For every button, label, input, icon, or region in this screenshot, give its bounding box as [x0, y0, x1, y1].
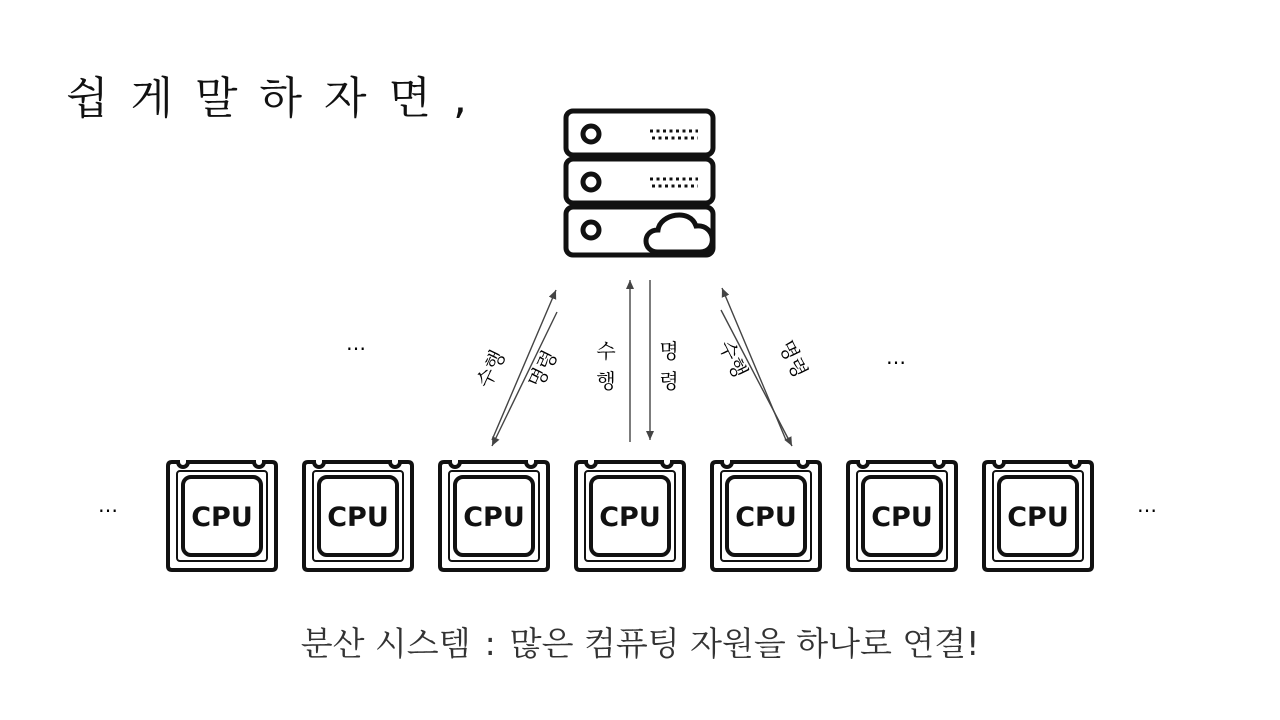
ellipsis-upper-left: …	[346, 331, 366, 355]
cpu-label: CPU	[599, 502, 661, 533]
label-left-up: 수행	[471, 346, 510, 392]
label-center-down-2: 령	[659, 369, 679, 393]
cpu-label: CPU	[1007, 502, 1069, 533]
caption-description: 많은 컴퓨팅 자원을 하나로 연결!	[509, 624, 980, 663]
ellipsis-upper-right: …	[886, 345, 906, 369]
cpu-label: CPU	[735, 502, 797, 533]
cloud-server-icon	[566, 111, 713, 255]
label-right-down: 명령	[774, 336, 813, 382]
cpu-row	[168, 462, 1092, 570]
label-right-up: 수행	[714, 336, 753, 382]
label-center-down-1: 명	[659, 339, 679, 363]
label-center-up-2: 행	[596, 369, 616, 393]
cpu-chip-icon	[576, 462, 684, 570]
cpu-label: CPU	[191, 502, 253, 533]
slide-caption	[0, 618, 1280, 665]
label-center-up-1: 수	[596, 339, 616, 363]
cpu-label: CPU	[871, 502, 933, 533]
cpu-chip-icon	[848, 462, 956, 570]
cpu-label: CPU	[327, 502, 389, 533]
cpu-chip-icon	[440, 462, 548, 570]
ellipsis-right: …	[1137, 493, 1157, 517]
cpu-chip-icon	[304, 462, 412, 570]
label-left-down: 명령	[523, 346, 562, 392]
caption-separator: :	[484, 624, 496, 663]
caption-term: 분산 시스템	[300, 624, 471, 663]
cpu-label: CPU	[463, 502, 525, 533]
slide-title: 쉽게말하자면,	[66, 73, 490, 124]
cpu-chip-icon	[168, 462, 276, 570]
cpu-chip-icon	[984, 462, 1092, 570]
ellipsis-left: …	[98, 493, 118, 517]
cpu-chip-icon	[712, 462, 820, 570]
